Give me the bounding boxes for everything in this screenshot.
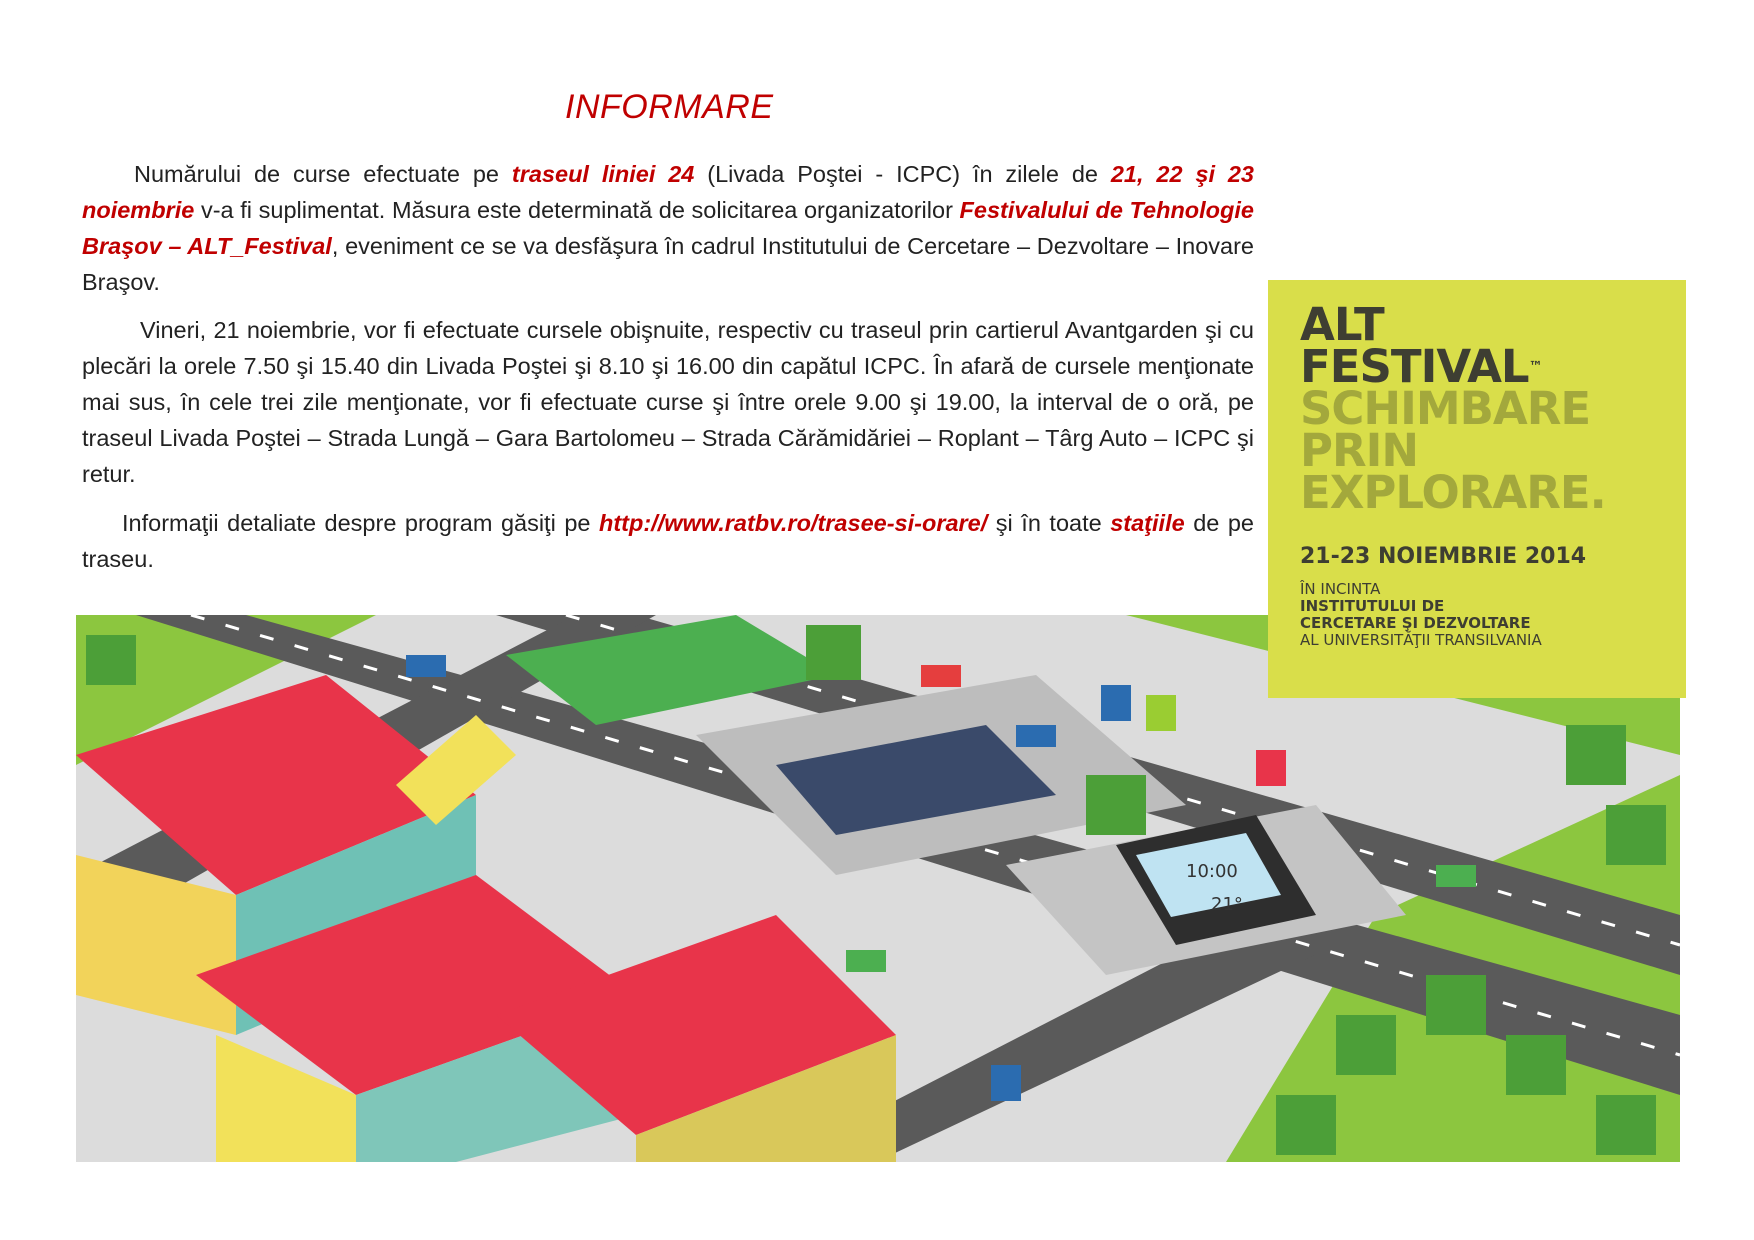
paragraph-3: Informaţii detaliate despre program găsiţi pe http://www.ratbv.ro/trasee-si-orare/ şi în toate staţiile de pe traseu. [82,510,1254,572]
poster-prin: PRIN [1300,424,1419,477]
poster-explorare: EXPLORARE. [1300,466,1606,519]
phone-temp: 21° [1211,894,1243,915]
highlight-stations: staţiile [1110,510,1185,536]
paragraph-2: Vineri, 21 noiembrie, vor fi efectuate cursele obişnuite, respectiv cu traseul prin cartierul Avantgarden şi cu plecări la orele 7.50 şi 15.40 din Livada Poştei şi 8.10 şi 16.00 din capătul ICPC. În afară de cursele menţionate mai sus, în cele trei zile menţionate, vor fi efectuate curse şi între orele 9.00 şi 19.00, la interval de o oră, pe traseul Livada Poştei – Strada Lungă – Gara Bartolomeu – Strada Cărămidăriei – Roplant – Târg Auto – ICPC şi retur. [82,317,1254,487]
highlight-festival: Festivalului de Tehnologie Braşov – ALT_Festival [82,197,1254,259]
poster-venue-1: ÎN INCINTA [1300,580,1381,598]
poster-trademark: ™ [1528,359,1542,375]
highlight-route: traseul liniei 24 [511,161,695,187]
highlight-dates: 21, 22 şi 23 noiembrie [82,161,1255,223]
poster-alt: ALT [1300,298,1384,351]
poster-venue-2: INSTITUTULUI DE [1300,597,1445,615]
alt-festival-poster [1268,280,1686,698]
poster-venue-4: AL UNIVERSITĂŢII TRANSILVANIA [1300,631,1542,649]
schedule-link[interactable]: http://www.ratbv.ro/trasee-si-orare/ [599,510,988,536]
page-title: INFORMARE [565,88,774,126]
poster-festival: FESTIVAL [1300,340,1529,393]
phone-time: 10:00 [1186,861,1238,882]
poster-schimbare: SCHIMBARE [1300,382,1591,435]
poster-venue-3: CERCETARE ŞI DEZVOLTARE [1300,614,1531,632]
paragraph-1: Numărului de curse efectuate pe traseul liniei 24 (Livada Poştei - ICPC) în zilele de 21, 22 şi 23 noiembrie v-a fi suplimentat. Măsura este determinată de solicitarea organizatorilor Festivalului de Tehnologie Braşov – ALT_Festival, eveniment ce se va desfăşura în cadrul Institutului de Cercetare – Dezvoltare – Inovare Braşov. [82,161,1255,295]
poster-date: 21-23 NOIEMBRIE 2014 [1300,544,1587,569]
